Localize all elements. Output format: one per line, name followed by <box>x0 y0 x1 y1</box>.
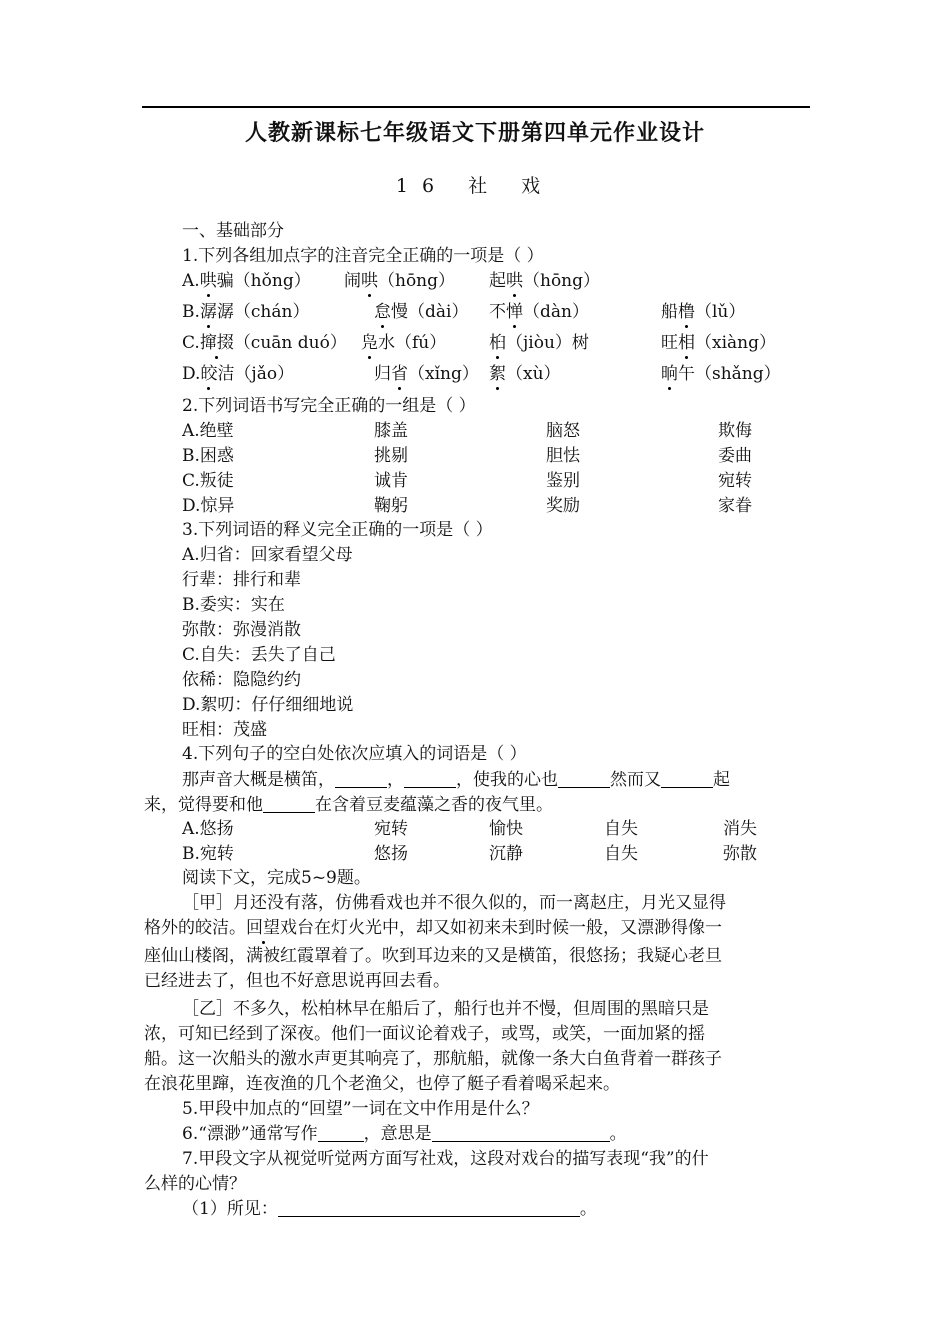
passage-jia-line-2: 格外的皎洁。回望戏台在灯火光中，却又如初来未到时候一般，又漂渺得像一 <box>144 918 722 938</box>
q3-line-5: C.自失：丢失了自己 <box>182 645 336 665</box>
q4-a-3: 愉快 <box>489 819 523 839</box>
question-3-stem: 3.下列词语的释义完全正确的一项是（ ） <box>182 520 493 540</box>
q3-line-3: B.委实：实在 <box>182 595 285 615</box>
q2-a-2: 膝盖 <box>374 421 408 441</box>
question-4-stem: 4.下列句子的空白处依次应填入的词语是（ ） <box>182 744 527 764</box>
q1-c-2: 凫水（fú） <box>361 333 447 353</box>
passage-yi-line-2: 浓，可知已经到了深夜。他们一面议论着戏子，或骂，或笑，一面加紧的摇 <box>144 1024 705 1044</box>
page-title: 人教新课标七年级语文下册第四单元作业设计 <box>244 120 705 146</box>
q1-a-2: 闹哄（hōng） <box>344 271 456 291</box>
q1-d-1: D.皎洁（jǎo） <box>182 364 295 384</box>
question-7-sub-1: （1）所见： 。 <box>182 1199 597 1219</box>
q3-line-1: A.归省：回家看望父母 <box>182 545 353 565</box>
q1-b-1: B.潺潺（chán） <box>182 302 310 322</box>
q1-d-2: 归省（xǐng） <box>374 364 479 384</box>
passage-jia-line-1: ［甲］月还没有落，仿佛看戏也并不很久似的，而一离赵庄，月光又显得 <box>182 893 726 913</box>
q1-c-1: C.撺掇（cuān duó） <box>182 333 347 353</box>
passage-jia-line-3: 座仙山楼阁，满被红霞罩着了。吹到耳边来的又是横笛，很悠扬；我疑心老旦 <box>144 946 722 966</box>
q4-blank-4[interactable] <box>661 769 713 788</box>
q2-d-2: 鞠躬 <box>374 496 408 516</box>
q4-a-4: 自失 <box>604 819 638 839</box>
q4-b-4: 自失 <box>604 844 638 864</box>
q2-c-4: 宛转 <box>718 471 752 491</box>
passage-yi-line-4: 在浪花里蹿，连夜渔的几个老渔父，也停了艇子看着喝采起来。 <box>144 1074 620 1094</box>
question-7-line-1: 7.甲段文字从视觉听觉两方面写社戏，这段对戏台的描写表现“我”的什 <box>182 1149 709 1169</box>
top-rule <box>142 106 810 108</box>
question-5: 5.甲段中加点的“回望”一词在文中作用是什么？ <box>182 1099 539 1119</box>
q2-a-3: 脑怒 <box>546 421 580 441</box>
passage-jia-line-4: 已经进去了，但也不好意思说再回去看。 <box>144 971 450 991</box>
q4-blank-1[interactable] <box>335 769 387 788</box>
q2-b-1: B.困惑 <box>182 446 234 466</box>
question-2-stem: 2.下列词语书写完全正确的一组是（ ） <box>182 396 476 416</box>
q2-a-4: 欺侮 <box>718 421 752 441</box>
q2-c-3: 鉴别 <box>546 471 580 491</box>
q2-d-1: D.惊异 <box>182 496 235 516</box>
q4-b-5: 弥散 <box>723 844 757 864</box>
q4-a-2: 宛转 <box>374 819 408 839</box>
section-heading: 一、基础部分 <box>182 221 284 241</box>
q2-b-4: 委曲 <box>718 446 752 466</box>
q3-line-4: 弥散：弥漫消散 <box>182 620 301 640</box>
q4-sentence-line-2: 来，觉得要和他 在含着豆麦蕴藻之香的夜气里。 <box>144 795 553 815</box>
question-6: 6.“漂渺”通常写作 ，意思是 。 <box>182 1124 627 1144</box>
q2-c-1: C.叛徒 <box>182 471 234 491</box>
q2-d-4: 家眷 <box>718 496 752 516</box>
q3-line-7: D.絮叨：仔仔细细地说 <box>182 695 354 715</box>
q4-sentence-line-1: 那声音大概是横笛， ， ，使我的心也 然而又 起 <box>182 770 730 790</box>
q4-b-2: 悠扬 <box>374 844 408 864</box>
reading-intro: 阅读下文，完成5~9题。 <box>182 868 371 888</box>
q4-a-5: 消失 <box>723 819 757 839</box>
q3-line-6: 依稀：隐隐约约 <box>182 670 301 690</box>
q4-blank-2[interactable] <box>404 769 456 788</box>
q4-blank-3[interactable] <box>558 769 610 788</box>
q1-b-3: 不惮（dàn） <box>489 302 589 322</box>
q3-line-2: 行辈：排行和辈 <box>182 570 301 590</box>
lesson-title: 16 社 戏 <box>395 175 555 197</box>
q1-b-4: 船橹（lǔ） <box>661 302 746 322</box>
q2-b-3: 胆怯 <box>546 446 580 466</box>
q4-b-1: B.宛转 <box>182 844 234 864</box>
q2-a-1: A.绝壁 <box>182 421 234 441</box>
q2-d-3: 奖励 <box>546 496 580 516</box>
q4-blank-5[interactable] <box>263 794 315 813</box>
q4-b-3: 沉静 <box>489 844 523 864</box>
q2-b-2: 挑剔 <box>374 446 408 466</box>
question-1-stem: 1.下列各组加点字的注音完全正确的一项是（ ） <box>182 246 544 266</box>
q1-c-4: 旺相（xiàng） <box>661 333 776 353</box>
q6-blank-2[interactable] <box>432 1123 610 1142</box>
q1-c-3: 桕（jiòu）树 <box>489 333 589 353</box>
q6-blank-1[interactable] <box>318 1123 364 1142</box>
dotted-word-huiwang: 回望 <box>246 918 280 938</box>
q1-d-3: 絮（xù） <box>489 364 561 384</box>
q1-b-2: 怠慢（dài） <box>374 302 469 322</box>
passage-yi-line-1: ［乙］不多久，松柏林早在船后了，船行也并不慢，但周围的黑暗只是 <box>182 999 709 1019</box>
question-7-line-2: 么样的心情？ <box>144 1174 246 1194</box>
q1-d-4: 晌午（shǎng） <box>661 364 781 384</box>
q4-a-1: A.悠扬 <box>182 819 234 839</box>
q7-blank-1[interactable] <box>278 1198 580 1217</box>
q3-line-8: 旺相：茂盛 <box>182 720 267 740</box>
q1-a-1: A.哄骗（hǒng） <box>182 271 311 291</box>
q1-a-3: 起哄（hōng） <box>489 271 601 291</box>
q2-c-2: 诚肯 <box>374 471 408 491</box>
passage-yi-line-3: 船。这一次船头的激水声更其响亮了，那航船，就像一条大白鱼背着一群孩子 <box>144 1049 722 1069</box>
